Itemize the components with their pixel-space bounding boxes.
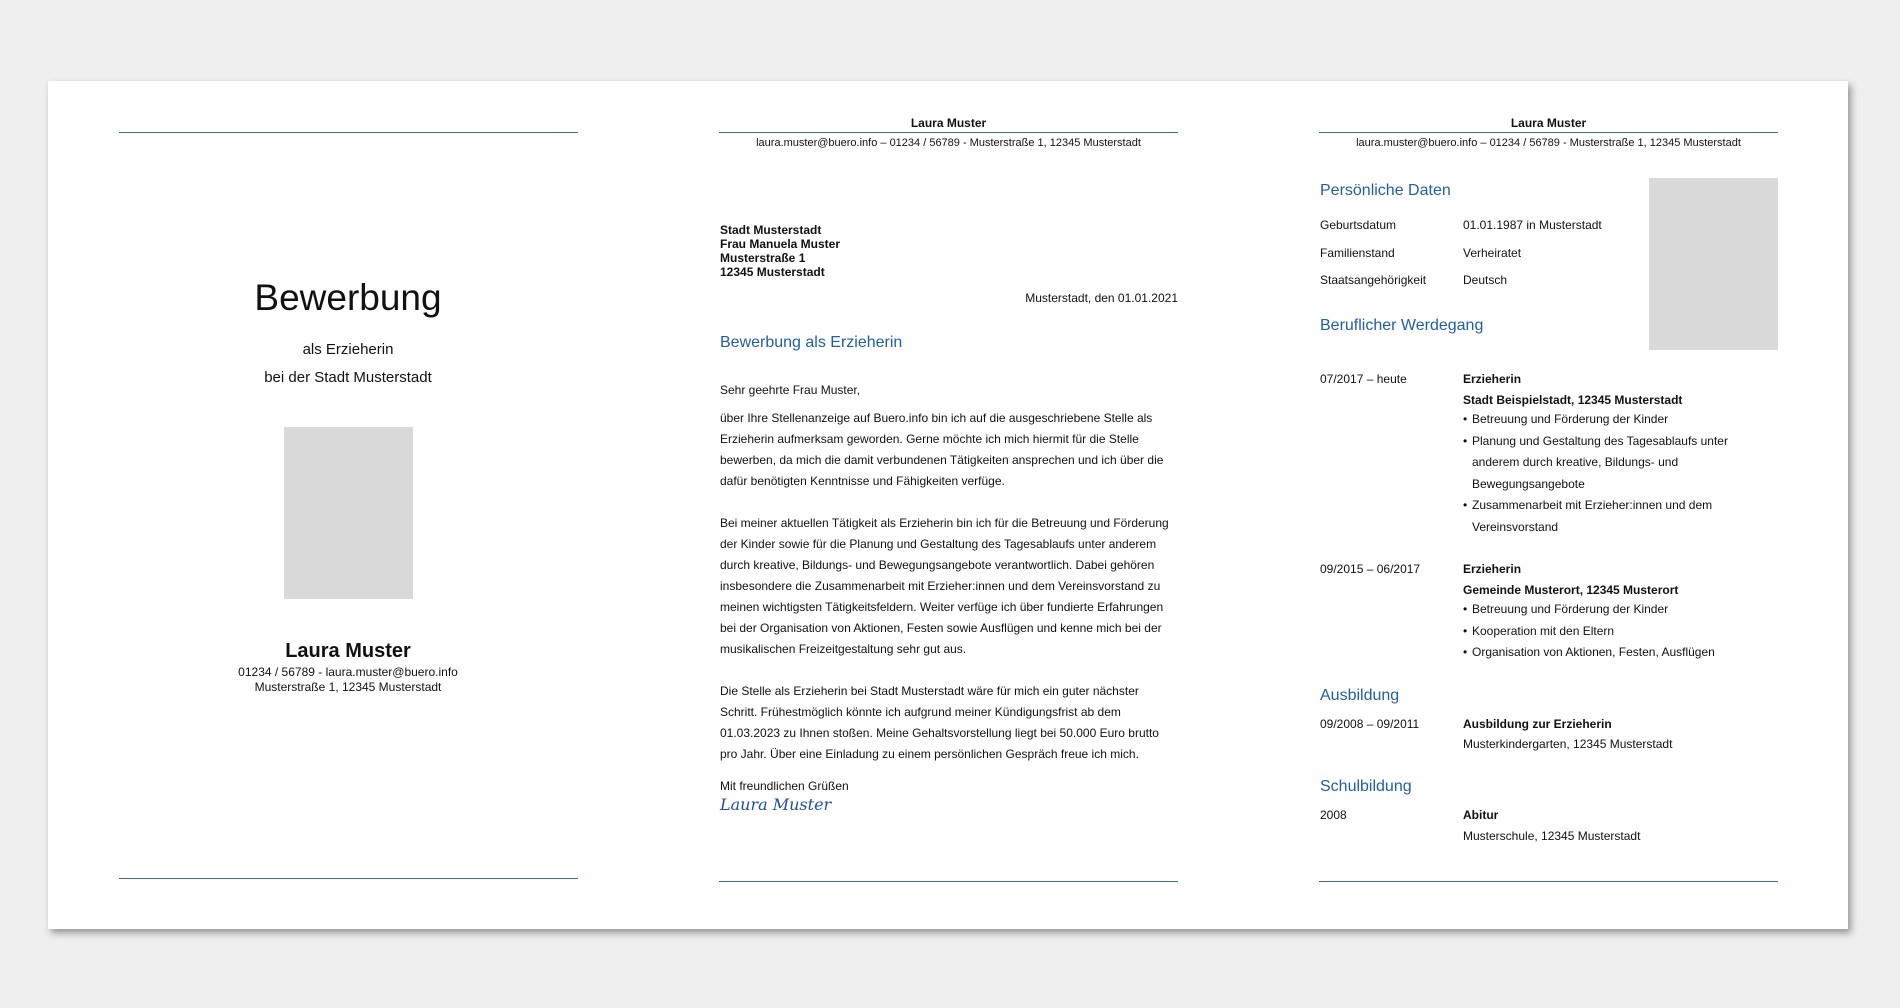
text-line: 01.03.2023 zu Ihnen stoßen. Meine Gehaltsvorstellung liegt bei 50.000 Euro brutto xyxy=(720,726,1159,740)
text-line: meinen wichtigsten Tätigkeitsfeldern. Weiter verfüge ich über fundierte Erfahrungen xyxy=(720,600,1164,614)
letter-date: Musterstadt, den 01.01.2021 xyxy=(1025,291,1178,305)
closing: Mit freundlichen Grüßen xyxy=(720,779,849,793)
cover-name: Laura Muster xyxy=(285,640,411,662)
recipient-line: Stadt Musterstadt xyxy=(720,223,822,237)
text-line: der Kinder sowie für die Planung und Gestaltung des Tagesablaufs unter anderem xyxy=(720,537,1157,551)
text-line: über Ihre Stellenanzeige auf Buero.info bin ich auf die ausgeschriebene Stelle als xyxy=(720,411,1153,425)
header-name: Laura Muster xyxy=(1510,116,1587,130)
recipient-line: Frau Manuela Muster xyxy=(720,237,841,251)
paragraph-3 xyxy=(720,681,1159,765)
school-title: Abitur xyxy=(1463,808,1499,822)
letter-page xyxy=(648,81,1248,929)
job-task: • Planung und Gestaltung des Tagesablaufs unter anderem durch kreative, Bildungs- und Bewegungsangebote xyxy=(1463,431,1763,496)
signature: Laura Muster xyxy=(720,795,832,814)
header-contact: laura.muster@buero.info – 01234 / 56789 - Musterstraße 1, 12345 Musterstadt xyxy=(756,137,1141,149)
section-heading-career: Beruflicher Werdegang xyxy=(1320,317,1484,334)
cv-page xyxy=(1248,81,1848,929)
job-employer: Gemeinde Musterort, 12345 Musterort xyxy=(1463,583,1679,597)
text-line: Erzieherin aufmerksam geworden. Gerne möchte ich mich hiermit für die Stelle xyxy=(720,432,1139,446)
top-rule xyxy=(119,132,578,133)
job-task: • Organisation von Aktionen, Festen, Ausflügen xyxy=(1463,642,1763,664)
job-title: Erzieherin xyxy=(1463,562,1522,576)
section-heading-school: Schulbildung xyxy=(1320,778,1412,795)
section-heading-education: Ausbildung xyxy=(1320,687,1400,704)
job-task: • Betreuung und Förderung der Kinder xyxy=(1463,409,1763,431)
cover-subtitle-2: bei der Stadt Musterstadt xyxy=(264,369,432,386)
text-line: Bei meiner aktuellen Tätigkeit als Erzieherin bin ich für die Betreuung und Förderung xyxy=(720,516,1169,530)
bottom-rule xyxy=(119,878,578,879)
paragraph-1 xyxy=(720,408,1163,492)
education-place: Musterkindergarten, 12345 Musterstadt xyxy=(1463,737,1673,751)
cover-title: Bewerbung xyxy=(254,277,442,318)
job-employer: Stadt Beispielstadt, 12345 Musterstadt xyxy=(1463,393,1683,407)
cv-photo-placeholder xyxy=(1649,178,1778,350)
education-title: Ausbildung zur Erzieherin xyxy=(1463,717,1612,731)
letter-subject: Bewerbung als Erzieherin xyxy=(720,334,903,351)
personal-value: Deutsch xyxy=(1463,273,1508,287)
salutation: Sehr geehrte Frau Muster, xyxy=(720,383,861,397)
paragraph-2 xyxy=(720,513,1169,660)
header-name: Laura Muster xyxy=(910,116,987,130)
text-line: insbesondere die Zusammenarbeit mit Erzieher:innen und dem Vereinsvorstand zu xyxy=(720,579,1161,593)
job-period: 09/2015 – 06/2017 xyxy=(1320,562,1421,576)
text-line: bewerben, da mich die damit verbundenen Tätigkeiten ansprechen und ich über die xyxy=(720,453,1164,467)
cover-contact: 01234 / 56789 - laura.muster@buero.info xyxy=(238,665,458,679)
personal-label: Geburtsdatum xyxy=(1320,218,1397,232)
text-line: Schritt. Frühestmöglich könnte ich aufgrund meiner Kündigungsfrist ab dem xyxy=(720,705,1121,719)
text-line: dafür benötigten Kenntnisse und Fähigkeiten verfüge. xyxy=(720,474,1005,488)
recipient-line: Musterstraße 1 xyxy=(720,251,806,265)
text-line: durch kreative, Bildungs- und Bewegungsangebote verantwortlich. Dabei gehören xyxy=(720,558,1155,572)
personal-label: Familienstand xyxy=(1320,246,1395,260)
bottom-rule xyxy=(1319,881,1778,882)
recipient-block xyxy=(720,223,840,279)
school-period: 2008 xyxy=(1320,808,1347,822)
job-task: • Kooperation mit den Eltern xyxy=(1463,621,1763,643)
document-spread xyxy=(48,81,1848,929)
job-task-list xyxy=(1463,409,1763,538)
personal-value: 01.01.1987 in Musterstadt xyxy=(1463,218,1602,232)
job-task: • Betreuung und Förderung der Kinder xyxy=(1463,599,1763,621)
header-rule xyxy=(719,132,1178,133)
job-title: Erzieherin xyxy=(1463,372,1522,386)
job-task-list xyxy=(1463,599,1763,664)
education-period: 09/2008 – 09/2011 xyxy=(1320,717,1420,731)
header-contact: laura.muster@buero.info – 01234 / 56789 - Musterstraße 1, 12345 Musterstadt xyxy=(1356,137,1741,149)
recipient-line: 12345 Musterstadt xyxy=(720,265,825,279)
text-line: musikalischen Freizeitgestaltung sehr gut aus. xyxy=(720,642,967,656)
header-rule xyxy=(1319,132,1778,133)
school-place: Musterschule, 12345 Musterstadt xyxy=(1463,829,1641,843)
text-line: pro Jahr. Über eine Einladung zu einem persönlichen Gespräch freue ich mich. xyxy=(720,747,1139,761)
cover-page xyxy=(48,81,648,929)
cover-subtitle-1: als Erzieherin xyxy=(302,341,394,358)
personal-label: Staatsangehörigkeit xyxy=(1320,273,1427,287)
personal-value: Verheiratet xyxy=(1463,246,1522,260)
section-heading-personal: Persönliche Daten xyxy=(1320,182,1451,199)
job-task: • Zusammenarbeit mit Erzieher:innen und dem Vereinsvorstand xyxy=(1463,495,1763,538)
text-line: bei der Organisation von Aktionen, Festen sowie Ausflügen und kenne mich bei der xyxy=(720,621,1162,635)
cover-address: Musterstraße 1, 12345 Musterstadt xyxy=(254,680,442,694)
text-line: Die Stelle als Erzieherin bei Stadt Musterstadt wäre für mich ein guter nächster xyxy=(720,684,1139,698)
bottom-rule xyxy=(719,881,1178,882)
photo-placeholder xyxy=(284,427,413,599)
job-period: 07/2017 – heute xyxy=(1320,372,1407,386)
